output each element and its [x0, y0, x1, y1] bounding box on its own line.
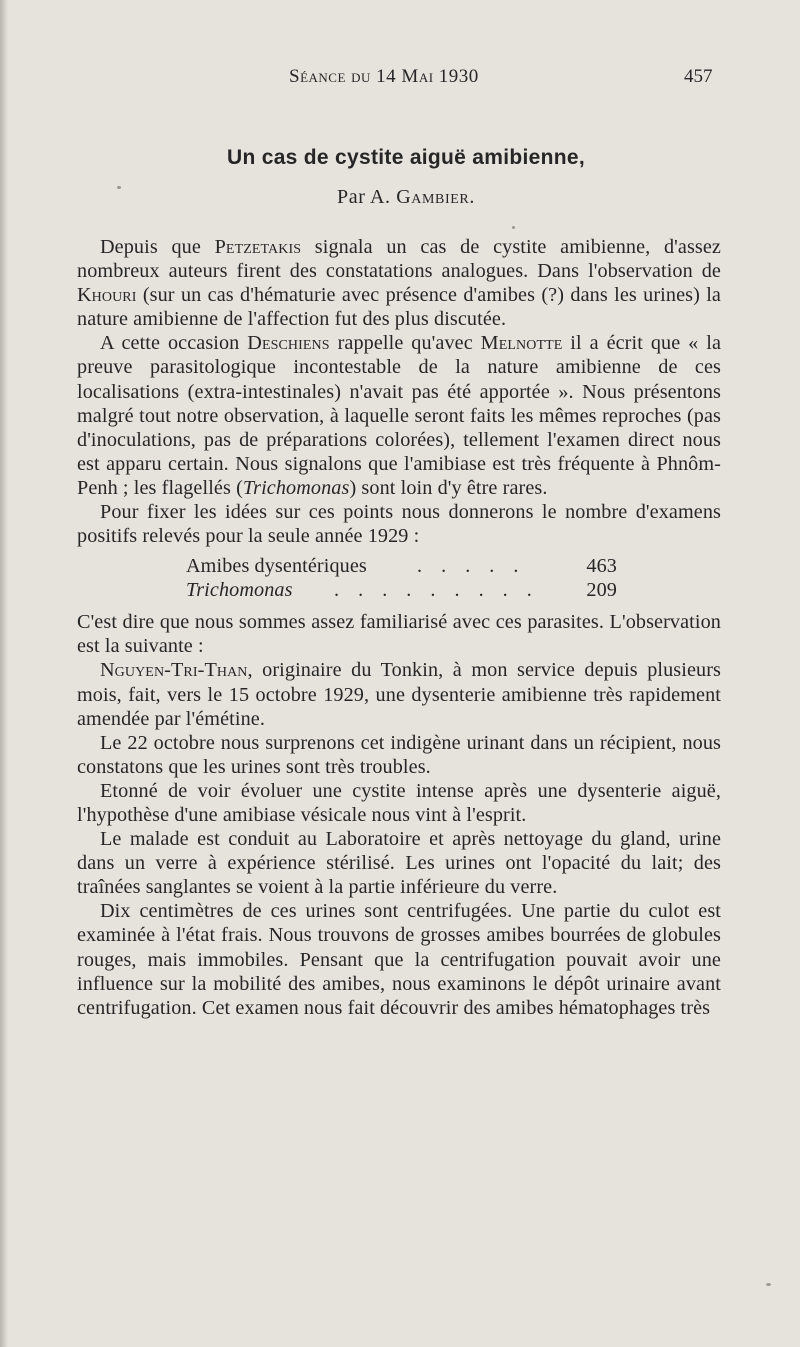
stats-row — [77, 578, 721, 602]
text-run: , originaire du Tonkin, à mon service depuis plusieurs mois, fait, vers le 15 octobre 1929, une dysenterie amibienne très rapidement amendée par l'émétine. — [77, 659, 721, 730]
paragraph — [77, 331, 721, 500]
article-body — [77, 235, 721, 1020]
paragraph — [77, 235, 721, 331]
stats-row — [77, 554, 721, 578]
text-run: Etonné de voir évoluer une cystite intense après une dysenterie aiguë, l'hypothèse d'une amibiase vésicale nous vint à l'esprit. — [77, 779, 721, 826]
author-name: Nguyen-Tri-Than — [100, 659, 248, 682]
author-name: Deschiens — [247, 332, 330, 355]
paragraphs-after-table — [77, 610, 721, 1020]
text-run: Dix centimètres de ces urines sont centrifugées. Une partie du culot est examinée à l'état frais. Nous trouvons de grosses amibes bourrées de globules rouges, mais immobiles. Pensant que la centrifugation pouvait avoir une influence sur la mobilité des amibes, nous examinons le dépôt urinaire avant centrifugation. Cet examen nous fait découvrir des amibes hématophages très — [77, 900, 721, 1019]
leader-dots: . . . . . . . . . — [334, 579, 539, 602]
text-run: Le malade est conduit au Laboratoire et après nettoyage du gland, urine dans un verre à expérience stérilisé. Les urines ont l'opacité du lait; des traînées sanglantes se voient à la partie inférieure du verre. — [77, 828, 721, 899]
running-title: Séance du 14 Mai 1930 — [289, 66, 479, 87]
text-run: Depuis que — [100, 236, 215, 258]
paragraph — [77, 731, 721, 779]
author-name: Melnotte — [480, 332, 563, 355]
paragraphs-before-table — [77, 235, 721, 548]
text-run: rappelle qu'avec — [329, 332, 481, 355]
byline-author: Gambier. — [396, 186, 475, 208]
article-title: Un cas de cystite aiguë amibienne, — [227, 146, 585, 169]
text-run: Le 22 octobre nous surprenons cet indigène urinant dans un récipient, nous constatons que les urines sont très troubles. — [77, 731, 721, 778]
paragraph — [77, 658, 721, 730]
italic-term: Trichomonas — [242, 476, 350, 499]
page-header — [0, 66, 800, 96]
text-run: Pour fixer les idées sur ces points nous donnerons le nombre d'examens positifs relevés pour la seule année 1929 : — [77, 501, 721, 548]
stats-table — [77, 554, 721, 602]
paragraph — [77, 779, 721, 827]
text-run: signala un cas de cystite amibienne, d'assez nombreux auteurs firent des constatations analogues. Dans l'observation de — [77, 236, 721, 283]
author-name: Khouri — [77, 284, 137, 307]
text-run: (sur un cas d'hématurie avec présence d'amibes (?) dans les urines) la nature amibienne de l'affection fut des plus discutée. — [77, 284, 721, 331]
stats-label: Amibes dysentériques — [186, 555, 367, 578]
text-run: il a écrit que « la preuve parasitologique incontestable de la nature amibienne de ces localisations (extra-intestinales) n'avait pas été apportée ». Nous présentons malgré tout notre observation, à laquelle seront faits les mêmes reproches (pas d'inoculations, pas de préparations colorées), tellement l'examen direct nous est apparu certain. Nous signalons que l'amibiase est très fréquente à Phnôm-Penh ; les flagellés ( — [77, 332, 722, 499]
speck — [117, 186, 121, 189]
stats-value: 463 — [586, 555, 617, 578]
author-name: Petzetakis — [214, 236, 302, 258]
paragraph — [77, 500, 721, 548]
paragraph — [77, 827, 721, 899]
paragraph — [77, 899, 721, 1019]
page-number: 457 — [684, 66, 713, 87]
speck — [766, 1283, 771, 1286]
text-run: ) sont loin d'y être rares. — [349, 476, 548, 499]
stats-value: 209 — [586, 579, 617, 602]
speck — [512, 226, 515, 229]
stats-label: Trichomonas — [186, 579, 293, 602]
byline-prefix: Par A. — [337, 186, 397, 208]
leader-dots: . . . . . — [417, 555, 526, 578]
text-run: C'est dire que nous sommes assez familiarisé avec ces parasites. L'observation est la suivante : — [77, 611, 721, 658]
byline — [0, 186, 800, 209]
paragraph — [77, 610, 721, 658]
text-run: A cette occasion — [100, 332, 248, 355]
